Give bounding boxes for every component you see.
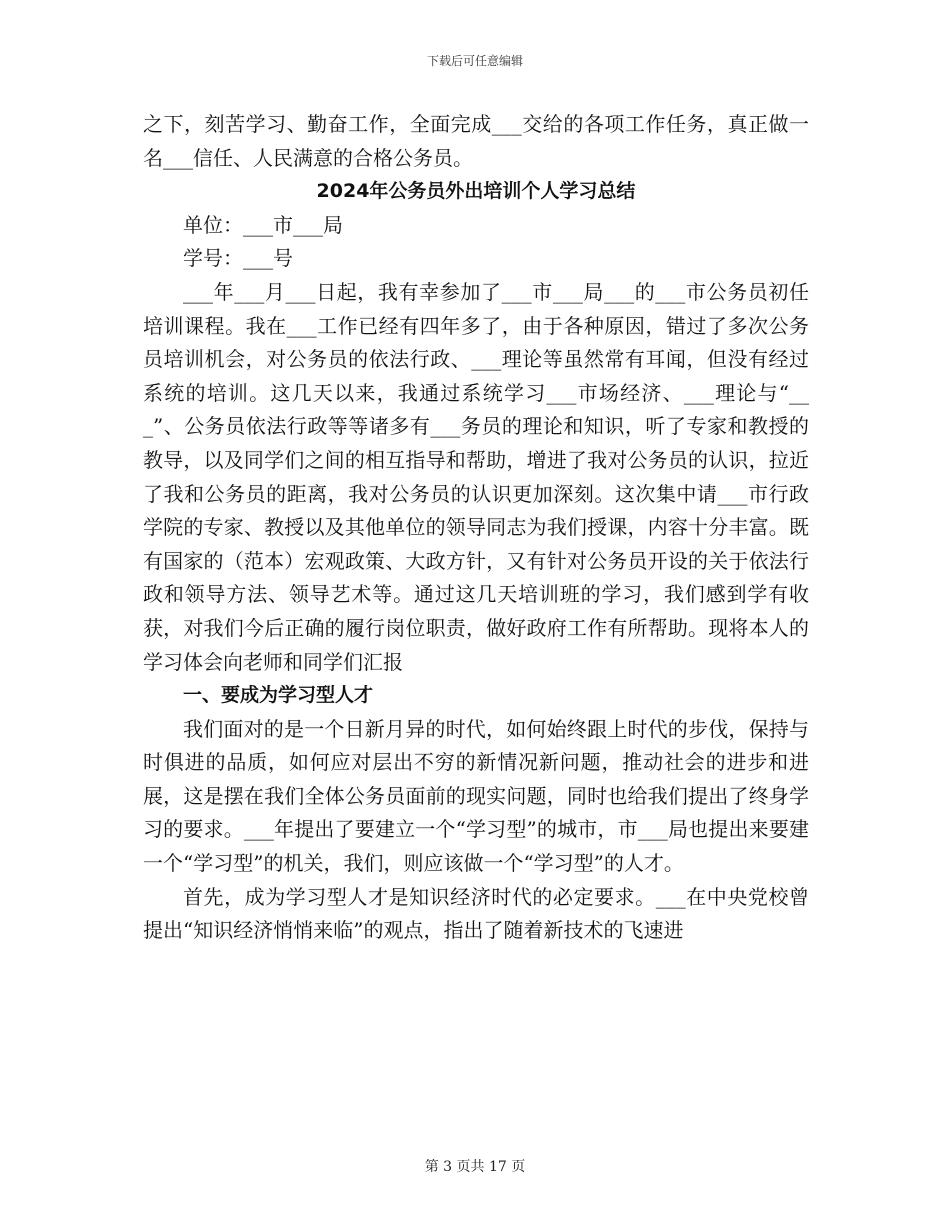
intro-continuation-paragraph: 之下，刻苦学习、勤奋工作，全面完成___交给的各项工作任务，真正做一名___信任、人民满意的合格公务员。 [143,112,809,170]
student-number-line: 学号：___号 [183,246,293,271]
document-title: 2024年公务员外出培训个人学习总结 [316,180,636,203]
section-1-heading: 一、要成为学习型人才 [183,684,374,707]
body-paragraph-3: 首先，成为学习型人才是知识经济时代的必定要求。___在中央党校曾提出“知识经济悄悄来临”的观点，指出了随着新技术的飞速进 [143,884,809,943]
unit-line: 单位：___市___局 [183,212,343,237]
page-header-note: 下载后可任意编辑 [426,54,523,68]
body-paragraph-1: ___年___月___日起，我有幸参加了___市___局___的___市公务员初任培训课程。我在___工作已经有四年多了，由于各种原因，错过了多次公务员培训机会，对公务员的依法行政、___理论等虽然常有耳闻，但没有经过系统的培训。这几天以来，我通过系统学习___市场经济、___理论与“___”、公务员依法行政等等诸多有___务员的理论和知识，听了专家和教授的教导，以及同学们之间的相互指导和帮助，增进了我对公务员的认识，拉近了我和公务员的距离，我对公务员的认识更加深刻。这次集中请___市行政学院的专家、教授以及其他单位的领导同志为我们授课，内容十分丰富。既有国家的（范本）宏观政策、大政方针，又有针对公务员开设的关于依法行政和领导方法、领导艺术等。通过这几天培训班的学习，我们感到学有收获，对我们今后正确的履行岗位职责，做好政府工作有所帮助。现将本人的学习体会向老师和同学们汇报 [143,279,809,674]
document-body [143,108,809,948]
body-paragraph-2: 我们面对的是一个日新月异的时代，如何始终跟上时代的步伐，保持与时俱进的品质，如何应对层出不穷的新情况新问题，推动社会的进步和进展，这是摆在我们全体公务员面前的现实问题，同时也给我们提出了终身学习的要求。___年提出了要建立一个“学习型”的城市，市___局也提出来要建一个“学习型”的机关，我们，则应该做一个“学习型”的人才。 [143,716,809,876]
page-footer-page-number: 第 3 页共 17 页 [424,1159,526,1175]
